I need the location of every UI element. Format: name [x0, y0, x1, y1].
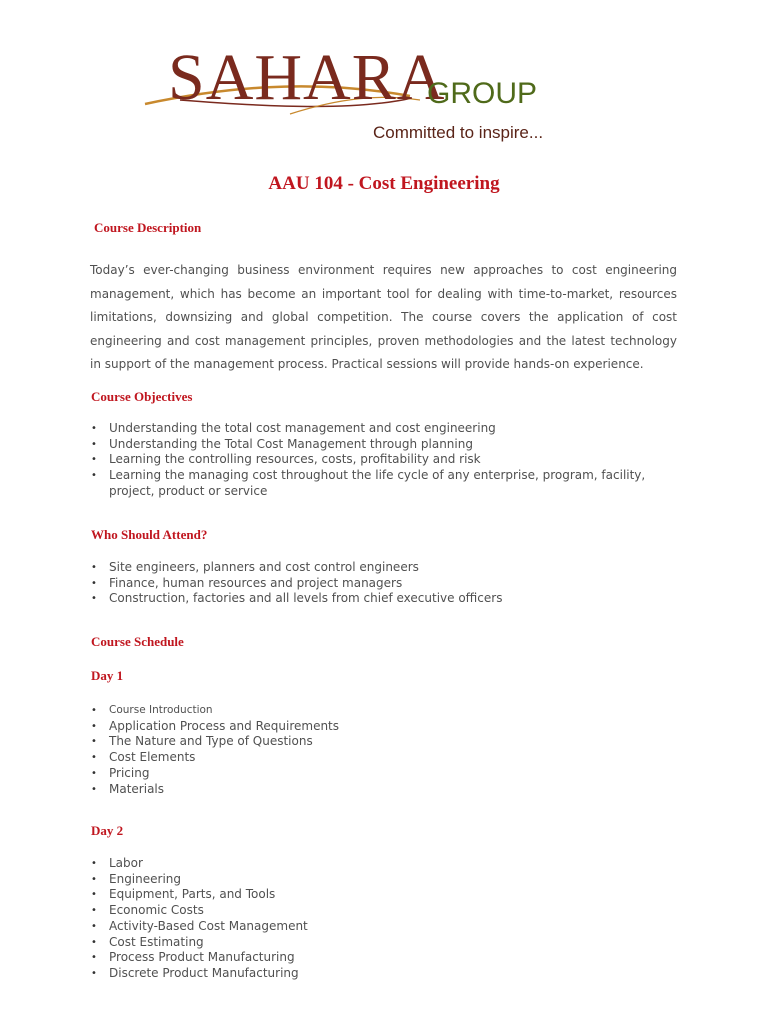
page-title: AAU 104 - Cost Engineering [268, 173, 500, 194]
list-item: • Understanding the total cost management and cost engineering [91, 421, 691, 437]
list-item: • Course Introduction [91, 703, 691, 719]
list-item: • Learning the controlling resources, costs, profitability and risk [91, 452, 691, 468]
who-should-attend-list [91, 560, 691, 607]
list-item: • Materials [91, 782, 691, 798]
list-item: • Finance, human resources and project managers [91, 576, 691, 592]
sahara-group-logo [140, 38, 560, 150]
logo-group-text: GROUP [427, 77, 538, 110]
list-item: • Discrete Product Manufacturing [91, 966, 691, 982]
list-item: • Economic Costs [91, 903, 691, 919]
course-description-text: Today’s ever-changing business environment requires new approaches to cost engineering management, which has become an important tool for dealing with time-to-market, resources limitations, downsizing and global competition. The course covers the application of cost engineering and cost management principles, proven methodologies and the latest technology in support of the management process. Practical sessions will provide hands-on experience. [90, 263, 677, 371]
course-objectives-heading: Course Objectives [91, 389, 193, 404]
list-item: • Pricing [91, 766, 691, 782]
course-objectives-list [91, 421, 691, 500]
list-item: • Cost Estimating [91, 935, 691, 951]
list-item: • Process Product Manufacturing [91, 950, 691, 966]
list-item: • Engineering [91, 872, 691, 888]
list-item: • Activity-Based Cost Management [91, 919, 691, 935]
course-description-heading: Course Description [94, 220, 202, 235]
list-item: • Site engineers, planners and cost control engineers [91, 560, 691, 576]
logo-tagline: Committed to inspire... [373, 123, 544, 142]
list-item: • Equipment, Parts, and Tools [91, 887, 691, 903]
list-item: • Cost Elements [91, 750, 691, 766]
day-1-heading: Day 1 [91, 668, 124, 683]
list-item: • Understanding the Total Cost Management through planning [91, 437, 691, 453]
list-item: • Learning the managing cost throughout the life cycle of any enterprise, program, facility, project, product or service [91, 468, 654, 499]
list-item: • The Nature and Type of Questions [91, 734, 691, 750]
list-item: • Construction, factories and all levels from chief executive officers [91, 591, 691, 607]
list-item: • Application Process and Requirements [91, 719, 691, 735]
list-item: • Labor [91, 856, 691, 872]
who-should-attend-heading: Who Should Attend? [91, 527, 208, 542]
logo-brand-text: SAHARA [168, 41, 446, 114]
day-2-heading: Day 2 [91, 823, 124, 838]
day-2-list [91, 856, 691, 982]
day-1-list [91, 703, 691, 797]
course-schedule-heading: Course Schedule [91, 634, 184, 649]
